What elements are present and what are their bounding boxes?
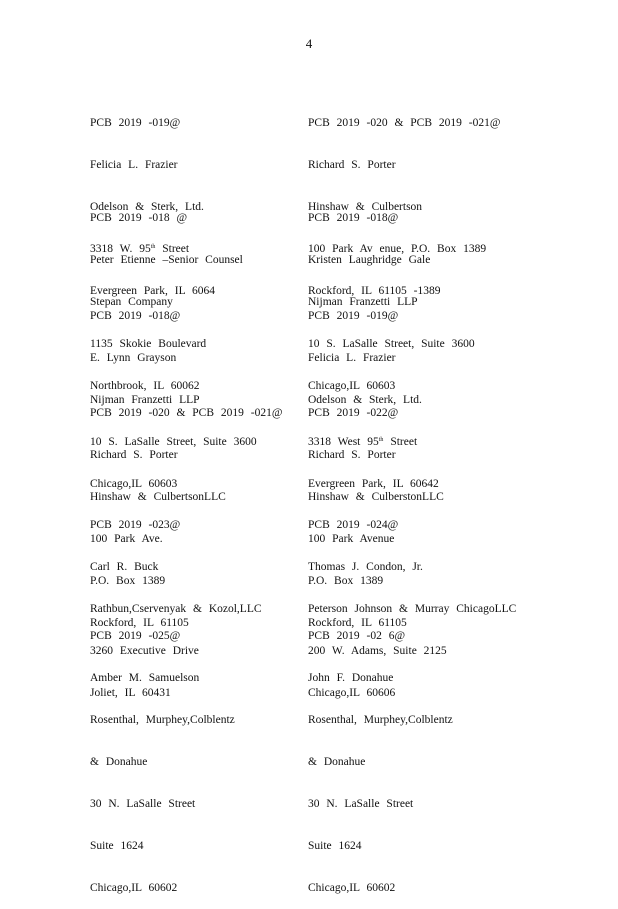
street-address: 30 N. LaSalle Street <box>90 798 196 810</box>
case-number: PCB 2019 -024@ <box>308 519 399 531</box>
service-entry <box>308 601 453 909</box>
attorney-name: Kristen Laughridge Gale <box>308 254 431 266</box>
po-box: P.O. Box 1389 <box>90 575 166 587</box>
case-number: PCB 2019 -018@ <box>90 310 181 322</box>
attorney-name: Peter Etienne –Senior Counsel <box>90 254 243 266</box>
firm-name: Hinshaw & CulbertsonLLC <box>90 491 226 503</box>
attorney-name: Carl R. Buck <box>90 561 159 573</box>
firm-name: Odelson & Sterk, Ltd. <box>308 394 422 406</box>
city-state-zip: Evergreen Park, IL 6064 <box>90 285 216 297</box>
firm-name: Rathbun,Cservenyak & Kozol,LLC <box>90 603 262 615</box>
suite: Suite 1624 <box>308 840 362 852</box>
attorney-name: Richard S. Porter <box>308 449 396 461</box>
firm-name: Rosenthal, Murphey,Colblentz <box>308 714 453 726</box>
case-number: PCB 2019 -025@ <box>90 630 181 642</box>
firm-name-continued: & Donahue <box>90 756 148 768</box>
firm-name: Hinshaw & Culbertson <box>308 201 423 213</box>
firm-name-continued: & Donahue <box>308 756 366 768</box>
firm-name: Stepan Company <box>90 296 173 308</box>
case-number: PCB 2019 -020 & PCB 2019 -021@ <box>90 407 283 419</box>
case-number: PCB 2019 -018@ <box>308 212 399 224</box>
case-number: PCB 2019 -023@ <box>90 519 181 531</box>
city-state-zip: Joliet, IL 60431 <box>90 687 171 699</box>
street-address: 100 Park Avenue <box>308 533 395 545</box>
street-address: 1135 Skokie Boulevard <box>90 338 207 350</box>
case-number: PCB 2019 -019@ <box>90 117 181 129</box>
street-address: 30 N. LaSalle Street <box>308 798 414 810</box>
attorney-name: E. Lynn Grayson <box>90 352 177 364</box>
attorney-name: Thomas J. Condon, Jr. <box>308 561 423 573</box>
street-number: 3318 W. 95 <box>90 243 151 255</box>
street-address: 200 W. Adams, Suite 2125 <box>308 645 447 657</box>
firm-name: Nijman Franzetti LLP <box>308 296 418 308</box>
city-state-zip: Evergreen Park, IL 60642 <box>308 478 439 490</box>
street-number: 3318 West 95 <box>308 436 379 448</box>
firm-name: Odelson & Sterk, Ltd. <box>90 201 204 213</box>
city-state-zip: Chicago,IL 60603 <box>308 380 396 392</box>
suite: Suite 1624 <box>90 840 144 852</box>
city-state-zip: Rockford, IL 61105 <box>308 617 407 629</box>
street-suffix: Street <box>155 243 190 255</box>
city-state-zip: Chicago,IL 60602 <box>308 882 396 894</box>
city-state-zip: Chicago,IL 60606 <box>308 687 396 699</box>
firm-name: Nijman Franzetti LLP <box>90 394 200 406</box>
case-number: PCB 2019 -020 & PCB 2019 -021@ <box>308 117 501 129</box>
service-entry <box>90 601 235 909</box>
street-suffix: Street <box>383 436 418 448</box>
street-address: 100 Park Av enue, P.O. Box 1389 <box>308 243 487 255</box>
ordinal-suffix: th <box>378 437 384 443</box>
city-state-zip: Chicago,IL 60603 <box>90 478 178 490</box>
attorney-name: John F. Donahue <box>308 672 394 684</box>
city-state-zip: Rockford, IL 61105 -1389 <box>308 285 441 297</box>
street-address: 10 S. LaSalle Street, Suite 3600 <box>90 436 257 448</box>
case-number: PCB 2019 -019@ <box>308 310 399 322</box>
firm-name: Hinshaw & CulberstonLLC <box>308 491 444 503</box>
ordinal-suffix: th <box>150 244 156 250</box>
firm-name: Rosenthal, Murphey,Colblentz <box>90 714 235 726</box>
attorney-name: Felicia L. Frazier <box>308 352 396 364</box>
case-number: PCB 2019 -018 @ <box>90 212 188 224</box>
city-state-zip: Chicago,IL 60602 <box>90 882 178 894</box>
attorney-name: Amber M. Samuelson <box>90 672 200 684</box>
firm-name: Peterson Johnson & Murray ChicagoLLC <box>308 603 517 615</box>
street-address: 3260 Executive Drive <box>90 645 199 657</box>
street-address: 10 S. LaSalle Street, Suite 3600 <box>308 338 475 350</box>
page-number: 4 <box>305 36 313 51</box>
case-number: PCB 2019 -02 6@ <box>308 630 406 642</box>
attorney-name: Richard S. Porter <box>308 159 396 171</box>
po-box: P.O. Box 1389 <box>308 575 384 587</box>
case-number: PCB 2019 -022@ <box>308 407 399 419</box>
attorney-name: Felicia L. Frazier <box>90 159 178 171</box>
attorney-name: Richard S. Porter <box>90 449 178 461</box>
city-state-zip: Northbrook, IL 60062 <box>90 380 200 392</box>
street-address: 100 Park Ave. <box>90 533 163 545</box>
city-state-zip: Rockford, IL 61105 <box>90 617 189 629</box>
